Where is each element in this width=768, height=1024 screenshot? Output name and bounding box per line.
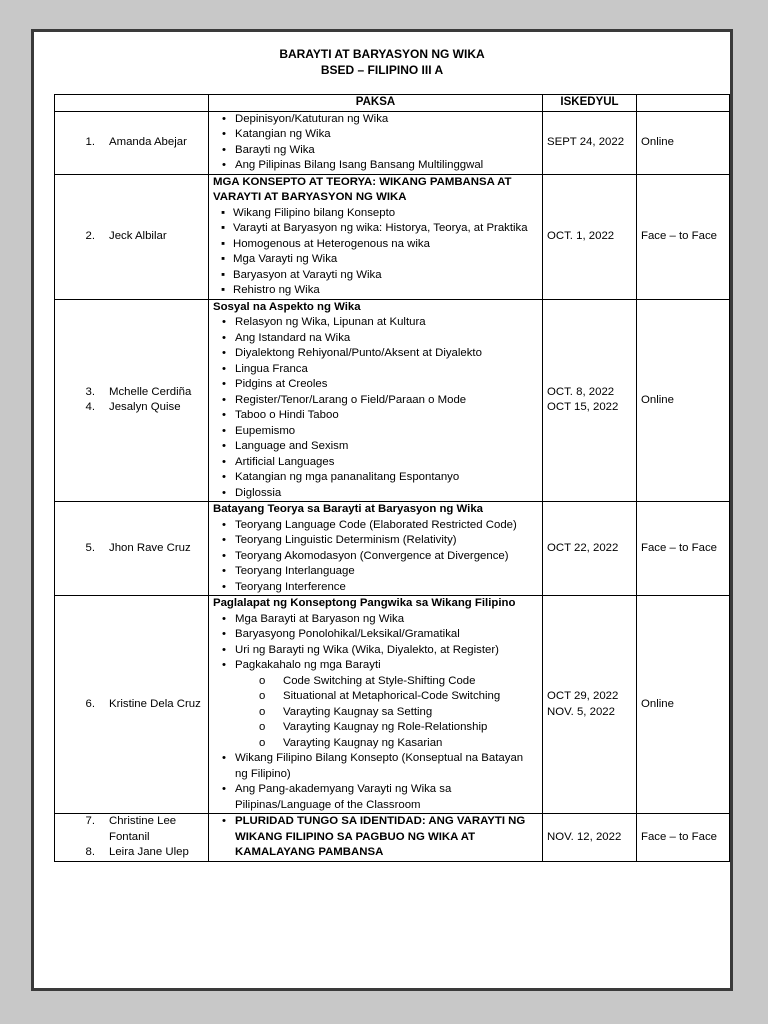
students-cell	[55, 174, 209, 299]
schedule-date: SEPT 24, 2022	[547, 135, 625, 148]
topic-text: Teoryang Linguistic Determinism (Relativity)	[235, 534, 457, 546]
student-number: 2.	[85, 229, 95, 242]
bullet-icon: •	[222, 440, 226, 452]
student-number: 7.	[85, 815, 95, 827]
paksa-cell	[209, 299, 543, 502]
topic-item	[213, 283, 538, 299]
topic-item	[213, 751, 538, 782]
student-number: 5.	[85, 541, 95, 554]
topic-item	[213, 206, 538, 222]
student-name: Jeck Albilar	[109, 229, 167, 242]
bullet-icon: •	[222, 518, 226, 531]
topic-text: Katangian ng Wika	[235, 128, 331, 140]
bullet-icon: •	[222, 752, 226, 764]
table-row	[55, 596, 730, 814]
bullet-icon: •	[222, 455, 226, 468]
topic-item	[213, 564, 538, 580]
topic-item	[213, 424, 538, 440]
schedule-cell	[543, 596, 637, 814]
topic-item	[213, 689, 538, 705]
topic-text: Situational at Metaphorical-Code Switching	[283, 690, 501, 702]
topic-item	[213, 158, 538, 174]
topic-text: Lingua Franca	[235, 362, 308, 375]
student-name: Christine Lee Fontanil	[109, 815, 177, 843]
bullet-icon: •	[222, 565, 226, 577]
square-bullet-icon: ▪	[220, 222, 226, 234]
student-name: Jhon Rave Cruz	[109, 541, 191, 554]
paksa-cell	[209, 502, 543, 596]
topic-heading: Sosyal na Aspekto ng Wika	[213, 300, 361, 313]
topic-text: Ang Pilipinas Bilang Isang Bansang Multilinggwal	[235, 159, 484, 171]
topic-item	[213, 533, 538, 549]
student-entry	[59, 814, 204, 845]
student-number: 1.	[85, 135, 95, 148]
student-entry	[59, 541, 204, 557]
topic-item	[213, 814, 538, 861]
bullet-icon: •	[222, 471, 226, 483]
table-row	[55, 174, 730, 299]
paksa-cell	[209, 111, 543, 174]
topic-item	[213, 518, 538, 534]
document-page	[31, 29, 733, 991]
paksa-cell	[209, 174, 543, 299]
student-entry	[59, 135, 204, 151]
student-number: 3.	[85, 385, 95, 398]
circle-bullet-icon: o	[259, 690, 266, 702]
topic-text: Wikang Filipino Bilang Konsepto (Konseptual na Batayan ng Filipino)	[235, 752, 524, 780]
topic-item	[213, 408, 538, 424]
schedule-cell	[543, 299, 637, 502]
topic-item	[213, 268, 538, 284]
student-entry	[59, 385, 204, 401]
schedule-date: NOV. 12, 2022	[547, 830, 622, 843]
bullet-icon: •	[222, 534, 226, 546]
topic-item	[213, 486, 538, 502]
schedule-cell	[543, 502, 637, 596]
bullet-icon: •	[222, 347, 226, 359]
topic-item	[213, 252, 538, 268]
topic-heading: Paglalapat ng Konseptong Pangwika sa Wikang Filipino	[213, 597, 516, 609]
bullet-icon: •	[222, 549, 226, 562]
topic-item	[213, 362, 538, 378]
student-name: Amanda Abejar	[109, 135, 187, 148]
topic-text: Ang Pang-akademyang Varayti ng Wika sa Pilipinas/Language of the Classroom	[235, 783, 452, 811]
topic-text: Mga Barayti at Baryason ng Wika	[235, 612, 405, 625]
mode-cell: Face – to Face	[637, 502, 730, 596]
topic-text: Diyalektong Rehiyonal/Punto/Aksent at Diyalekto	[235, 347, 482, 359]
topic-item	[213, 377, 538, 393]
circle-bullet-icon: o	[259, 736, 266, 749]
bullet-icon: •	[222, 612, 226, 625]
bullet-icon: •	[222, 486, 226, 499]
circle-bullet-icon: o	[259, 705, 266, 718]
schedule-date: OCT. 1, 2022	[547, 229, 615, 242]
topic-text: Code Switching at Style-Shifting Code	[283, 674, 476, 687]
topic-text: Teoryang Interlanguage	[235, 565, 355, 577]
topic-text: Uri ng Barayti ng Wika (Wika, Diyalekto, at Register)	[235, 643, 499, 656]
square-bullet-icon: ▪	[220, 268, 226, 281]
topic-item	[213, 658, 538, 674]
paksa-cell	[209, 596, 543, 814]
bullet-icon: •	[222, 643, 226, 656]
circle-bullet-icon: o	[259, 674, 266, 687]
table-row	[55, 502, 730, 596]
topic-text: Register/Tenor/Larang o Field/Paraan o Mode	[235, 393, 467, 406]
topic-item	[213, 237, 538, 253]
bullet-icon: •	[222, 143, 226, 156]
topic-text: PLURIDAD TUNGO SA IDENTIDAD: ANG VARAYTI NG WIKANG FILIPINO SA PAGBUO NG WIKA AT KAMALAYANG PAMBANSA	[235, 815, 526, 858]
table-header-row	[55, 95, 730, 112]
schedule-cell	[543, 174, 637, 299]
topic-text: Barayti ng Wika	[235, 143, 315, 156]
square-bullet-icon: ▪	[220, 237, 226, 250]
topic-text: Language and Sexism	[235, 440, 349, 452]
topic-item	[213, 720, 538, 736]
topic-item	[213, 549, 538, 565]
student-number: 4.	[85, 401, 95, 414]
schedule-cell	[543, 111, 637, 174]
bullet-icon: •	[222, 316, 226, 328]
topic-item	[213, 127, 538, 143]
topic-item	[213, 439, 538, 455]
topic-text: Pagkakahalo ng mga Barayti	[235, 659, 381, 671]
bullet-icon: •	[222, 331, 226, 344]
topic-text: Varayting Kaugnay ng Kasarian	[283, 736, 443, 749]
bullet-icon: •	[222, 580, 226, 593]
mode-cell: Online	[637, 299, 730, 502]
student-name: Jesalyn Quise	[109, 401, 181, 414]
bullet-icon: •	[222, 783, 226, 795]
topic-text: Ang Istandard na Wika	[235, 331, 351, 344]
student-entry	[59, 229, 204, 245]
topic-item	[213, 470, 538, 486]
schedule-date: NOV. 5, 2022	[547, 705, 615, 718]
topic-text: Relasyon ng Wika, Lipunan at Kultura	[235, 316, 426, 328]
table-row	[55, 111, 730, 174]
topic-item	[213, 736, 538, 752]
student-name: Kristine Dela Cruz	[109, 697, 201, 710]
students-cell	[55, 502, 209, 596]
header-mode	[637, 95, 730, 112]
students-cell	[55, 814, 209, 862]
topic-item	[213, 674, 538, 690]
bullet-icon: •	[222, 112, 226, 125]
bullet-icon: •	[222, 815, 226, 827]
topic-text: Varayting Kaugnay ng Role-Relationship	[283, 721, 488, 733]
students-cell	[55, 111, 209, 174]
schedule-date: OCT 29, 2022	[547, 690, 619, 702]
bullet-icon: •	[222, 362, 226, 375]
square-bullet-icon: ▪	[220, 206, 226, 219]
bullet-icon: •	[222, 378, 226, 390]
students-cell	[55, 596, 209, 814]
topic-text: Taboo o Hindi Taboo	[235, 409, 339, 421]
square-bullet-icon: ▪	[220, 253, 226, 265]
paksa-cell	[209, 814, 543, 862]
circle-bullet-icon: o	[259, 721, 266, 733]
topic-item	[213, 393, 538, 409]
schedule-date: OCT. 8, 2022	[547, 385, 615, 398]
mode-cell: Face – to Face	[637, 174, 730, 299]
topic-text: Eupemismo	[235, 424, 296, 437]
topic-text: Mga Varayti ng Wika	[233, 253, 338, 265]
topic-text: Katangian ng mga pananalitang Espontanyo	[235, 471, 460, 483]
schedule-cell	[543, 814, 637, 862]
topic-item	[213, 643, 538, 659]
topic-text: Wikang Filipino bilang Konsepto	[233, 206, 396, 219]
topic-text: Diglossia	[235, 486, 282, 499]
topic-item	[213, 705, 538, 721]
student-entry	[59, 845, 204, 861]
mode-cell: Online	[637, 111, 730, 174]
topic-text: Depinisyon/Katuturan ng Wika	[235, 112, 389, 125]
document-subtitle: BSED – FILIPINO III A	[320, 63, 444, 77]
bullet-icon: •	[222, 393, 226, 406]
bullet-icon: •	[222, 628, 226, 640]
bullet-icon: •	[222, 659, 226, 671]
topic-text: Varayting Kaugnay sa Setting	[283, 705, 433, 718]
topic-item	[213, 331, 538, 347]
topic-item	[213, 782, 538, 813]
topic-text: Teoryang Language Code (Elaborated Restricted Code)	[235, 518, 517, 531]
topic-heading: MGA KONSEPTO AT TEORYA: WIKANG PAMBANSA AT VARAYTI AT BARYASYON NG WIKA	[213, 175, 512, 203]
students-cell	[55, 299, 209, 502]
document-title: BARAYTI AT BARYASYON NG WIKA	[279, 47, 485, 61]
topic-text: Teoryang Akomodasyon (Convergence at Divergence)	[235, 549, 509, 562]
topic-item	[213, 315, 538, 331]
topic-text: Baryasyong Ponolohikal/Leksikal/Gramatikal	[235, 628, 460, 640]
bullet-icon: •	[222, 159, 226, 171]
topic-item	[213, 612, 538, 628]
topic-text: Pidgins at Creoles	[235, 378, 328, 390]
topic-text: Homogenous at Heterogenous na wika	[233, 237, 430, 250]
table-row	[55, 299, 730, 502]
topic-item	[213, 221, 538, 237]
table-row	[55, 814, 730, 862]
topic-item	[213, 627, 538, 643]
bullet-icon: •	[222, 424, 226, 437]
square-bullet-icon: ▪	[220, 284, 226, 296]
topic-item	[213, 580, 538, 596]
header-students	[55, 95, 209, 112]
header-paksa: PAKSA	[209, 95, 543, 112]
student-number: 8.	[85, 846, 95, 858]
schedule-date: OCT 22, 2022	[547, 541, 619, 554]
topic-item	[213, 346, 538, 362]
student-entry	[59, 400, 204, 416]
student-number: 6.	[85, 697, 95, 710]
bullet-icon: •	[222, 409, 226, 421]
schedule-table	[54, 94, 730, 862]
topic-text: Teoryang Interference	[235, 580, 346, 593]
topic-item	[213, 112, 538, 128]
student-name: Leira Jane Ulep	[109, 846, 189, 858]
header-iskedyul: ISKEDYUL	[543, 95, 637, 112]
topic-text: Artificial Languages	[235, 455, 335, 468]
mode-cell: Online	[637, 596, 730, 814]
mode-cell: Face – to Face	[637, 814, 730, 862]
schedule-date: OCT 15, 2022	[547, 401, 619, 414]
bullet-icon: •	[222, 128, 226, 140]
topic-text: Rehistro ng Wika	[233, 284, 320, 296]
student-name: Mchelle Cerdiña	[109, 385, 192, 398]
topic-heading: Batayang Teorya sa Barayti at Baryasyon ng Wika	[213, 503, 484, 515]
topic-item	[213, 143, 538, 159]
topic-text: Varayti at Baryasyon ng wika: Historya, Teorya, at Praktika	[233, 222, 528, 234]
student-entry	[59, 697, 204, 713]
topic-text: Baryasyon at Varayti ng Wika	[233, 268, 382, 281]
topic-item	[213, 455, 538, 471]
